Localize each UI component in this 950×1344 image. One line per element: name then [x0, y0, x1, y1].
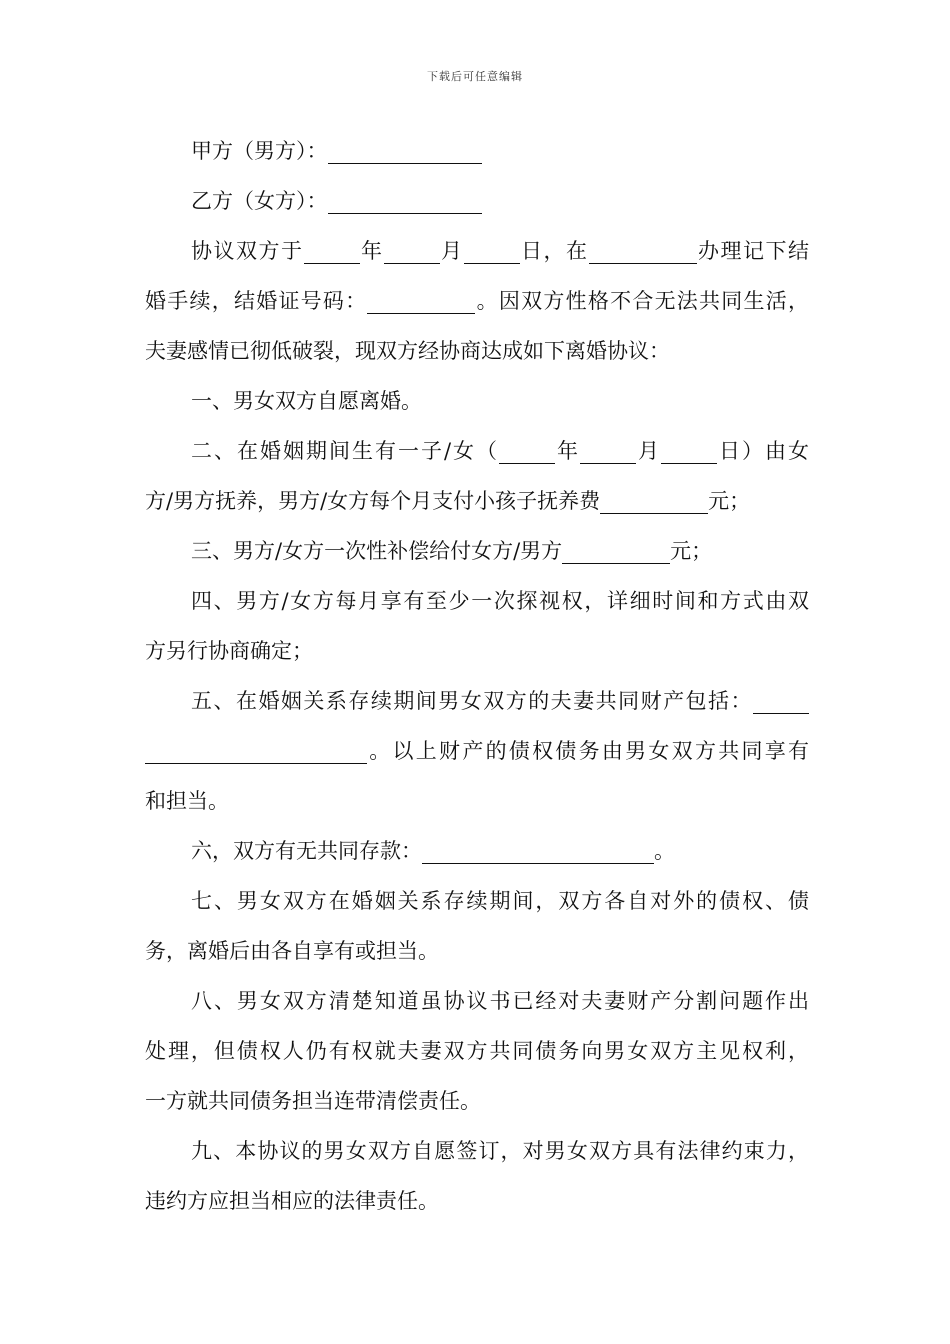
- child-birth-day-blank: [661, 441, 717, 464]
- intro-text: 。因双方性格不合无法共同生活，: [475, 289, 810, 313]
- clause-6-text: 。: [654, 839, 675, 863]
- marriage-month-blank: [384, 241, 440, 264]
- clause-7-line-1: 七、男女双方在婚姻关系存续期间，双方各自对外的债权、债: [191, 889, 809, 913]
- month-label: 月: [439, 239, 464, 263]
- clause-6-text: 六，双方有无共同存款：: [191, 839, 422, 863]
- marriage-year-blank: [304, 241, 360, 264]
- clause-2-text: 方/男方抚养，男方/女方每个月支付小孩子抚养费: [145, 489, 601, 513]
- clause-8-line-1: 八、男女双方清楚知道虽协议书已经对夫妻财产分割问题作出: [191, 989, 809, 1013]
- clause-2-text: 元；: [708, 489, 751, 513]
- clause-9-line-2: 违约方应担当相应的法律责任。: [145, 1189, 439, 1213]
- clause-5-line-1: [145, 676, 809, 726]
- party-a-label: 甲方（男方）：: [191, 139, 328, 163]
- month-label: 月: [636, 439, 662, 463]
- clause-1: 一、男女双方自愿离婚。: [191, 389, 422, 413]
- intro-line-2: [145, 276, 809, 326]
- compensation-amount-blank: [562, 541, 670, 564]
- certificate-number-blank: [367, 291, 475, 314]
- party-b-name-blank: [328, 191, 482, 214]
- child-support-amount-blank: [600, 491, 708, 514]
- clause-2-text: 二、在婚姻期间生有一子/女（: [191, 439, 500, 463]
- clause-2-line-2: [145, 476, 809, 526]
- clause-3: [145, 526, 809, 576]
- intro-text: 婚手续，结婚证号码：: [145, 289, 368, 313]
- clause-7-line-2: 务，离婚后由各自享有或担当。: [145, 939, 439, 963]
- party-a-line: [145, 126, 809, 176]
- party-b-line: [145, 176, 809, 226]
- party-b-label: 乙方（女方）：: [191, 189, 328, 213]
- joint-property-blank: [753, 691, 809, 714]
- clause-6: [145, 826, 809, 876]
- clause-2-text: 日）由女: [717, 439, 810, 463]
- page-header-note: 下载后可任意编辑: [427, 70, 523, 83]
- joint-savings-blank: [422, 841, 654, 864]
- clause-8-line-3: 一方就共同债务担当连带清偿责任。: [145, 1089, 481, 1113]
- year-label: 年: [359, 239, 384, 263]
- clause-5-line-3: 和担当。: [145, 789, 229, 813]
- intro-line-3: 夫妻感情已彻低破裂，现双方经协商达成如下离婚协议：: [145, 339, 670, 363]
- intro-line-1: [145, 226, 809, 276]
- intro-text: 办理记下结: [696, 239, 809, 263]
- year-label: 年: [555, 439, 581, 463]
- party-a-name-blank: [328, 141, 482, 164]
- clause-9-line-1: 九、本协议的男女双方自愿签订，对男女双方具有法律约束力，: [191, 1139, 809, 1163]
- clause-5-text: 五、在婚姻关系存续期间男女双方的夫妻共同财产包括：: [191, 689, 753, 713]
- joint-property-blank-continued: [145, 741, 367, 764]
- child-birth-month-blank: [580, 441, 636, 464]
- clause-4-line-2: 方另行协商确定；: [145, 639, 313, 663]
- agreement-body: [145, 126, 809, 1226]
- day-label: 日，在: [519, 239, 589, 263]
- clause-2-line-1: [145, 426, 809, 476]
- intro-text: 协议双方于: [191, 239, 304, 263]
- clause-5-text: 。以上财产的债权债务由男女双方共同享有: [367, 739, 809, 763]
- clause-4-line-1: 四、男方/女方每月享有至少一次探视权，详细时间和方式由双: [191, 589, 809, 613]
- clause-3-text: 元；: [670, 539, 713, 563]
- marriage-day-blank: [464, 241, 520, 264]
- clause-3-text: 三、男方/女方一次性补偿给付女方/男方: [191, 539, 563, 563]
- clause-5-line-2: [145, 726, 809, 776]
- child-birth-year-blank: [499, 441, 555, 464]
- clause-8-line-2: 处理，但债权人仍有权就夫妻双方共同债务向男女双方主见权利，: [145, 1039, 809, 1063]
- registry-office-blank: [589, 241, 697, 264]
